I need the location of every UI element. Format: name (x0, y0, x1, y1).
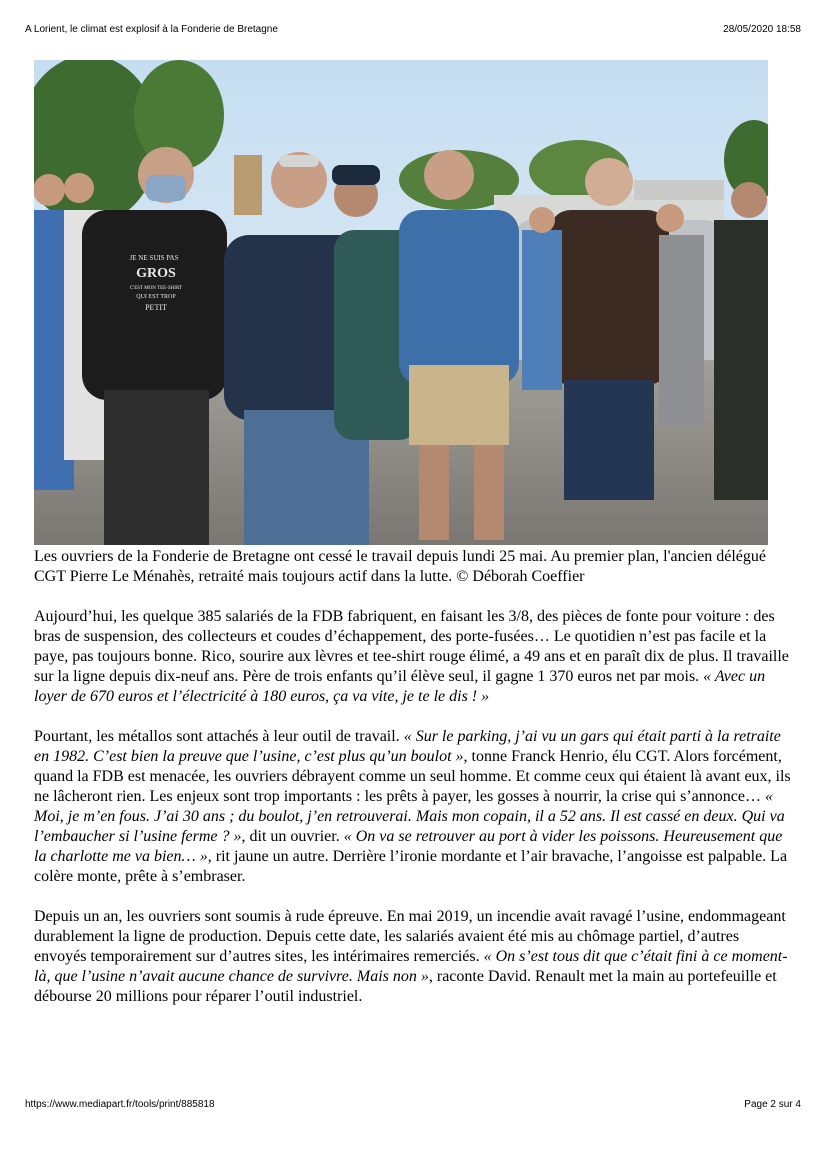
print-footer-url: https://www.mediapart.fr/tools/print/885818 (25, 1099, 215, 1110)
article-body (34, 607, 794, 1027)
print-footer-page: Page 2 sur 4 (744, 1099, 801, 1110)
tshirt-text-line-5: PETIT (145, 303, 167, 312)
quote-run: « On s’est tous dit que c’était fini à ce moment-là, que l’usine n’avait aucune chance de survivre. Mais non » (34, 948, 788, 985)
tshirt-text-line-4: QUI EST TROP (136, 294, 176, 300)
article-photo (34, 60, 768, 545)
quote-run: « Sur le parking, j’ai vu un gars qui était parti à la retraite en 1982. C’est bien la preuve que l’usine, c’est plus qu’un boulot » (34, 728, 781, 765)
text-run: , raconte David. Renault met la main au portefeuille et débourse 20 millions pour réparer l’outil industriel. (34, 968, 777, 1005)
text-run: , dit un ouvrier. (241, 828, 344, 845)
photo-caption: Les ouvriers de la Fonderie de Bretagne ont cessé le travail depuis lundi 25 mai. Au premier plan, l'ancien délégué CGT Pierre Le Ménahès, retraité mais toujours actif dans la lutte. © Déborah Coeffier (34, 548, 766, 585)
quote-run: « Moi, je m’en fous. J’ai 30 ans ; du boulot, j’en retrouverai. Mais mon copain, il a 52 ans. Il est cassé en deux. Qui va l’embaucher si l’usine ferme ? » (34, 788, 785, 845)
tshirt-text-line-1: JE NE SUIS PAS (129, 254, 179, 262)
text-run: Pourtant, les métallos sont attachés à leur outil de travail. (34, 728, 404, 745)
text-run: Depuis un an, les ouvriers sont soumis à rude épreuve. En mai 2019, un incendie avait ravagé l’usine, endommageant durablement la ligne de production. Depuis cette date, les salariés avaient été mis au chômage partiel, d’autres envoyés temporairement sur d’autres sites, les intérimaires remerciés. (34, 908, 786, 965)
print-header-title: A Lorient, le climat est explosif à la Fonderie de Bretagne (25, 24, 278, 35)
protest-crowd-photo (34, 60, 768, 545)
text-run: Aujourd’hui, les quelque 385 salariés de la FDB fabriquent, en faisant les 3/8, des pièces de fonte pour voiture : des bras de suspension, des collecteurs et coudes d’échappement, des porte-fusées… Le quotidien n’est pas facile et la paye, pas toujours bonne. Rico, sourire aux lèvres et tee-shirt rouge élimé, a 49 ans et en paraît dix de plus. Il travaille sur la ligne depuis dix-neuf ans. Père de trois enfants qu’il élève seul, il gagne 1 370 euros net par mois. (34, 608, 789, 685)
text-run: , rit jaune un autre. Derrière l’ironie mordante et l’air bravache, l’angoisse est palpable. La colère monte, prête à s’embraser. (34, 848, 788, 885)
text-run: , tonne Franck Henrio, élu CGT. Alors forcément, quand la FDB est menacée, les ouvriers débrayent comme un seul homme. Et comme ceux qui étaient là avant eux, ils ne lâcheront rien. Les enjeux sont trop importants : les prêts à payer, les gosses à nourrir, la crise qui s’annonce… (34, 748, 791, 805)
tshirt-text-line-2: GROS (136, 266, 176, 281)
paragraph-3 (34, 907, 794, 1007)
paragraph-1 (34, 607, 794, 707)
quote-run: « On va se retrouver au port à vider les poissons. Heureusement que la charlotte me va bien… » (34, 828, 783, 865)
quote-run: « Avec un loyer de 670 euros et l’électricité à 180 euros, ça va vite, je te le dis ! » (34, 668, 766, 705)
tshirt-text-line-3: C'EST MON TEE-SHIRT (129, 286, 183, 291)
print-header-datetime: 28/05/2020 18:58 (723, 24, 801, 35)
paragraph-2 (34, 727, 794, 887)
